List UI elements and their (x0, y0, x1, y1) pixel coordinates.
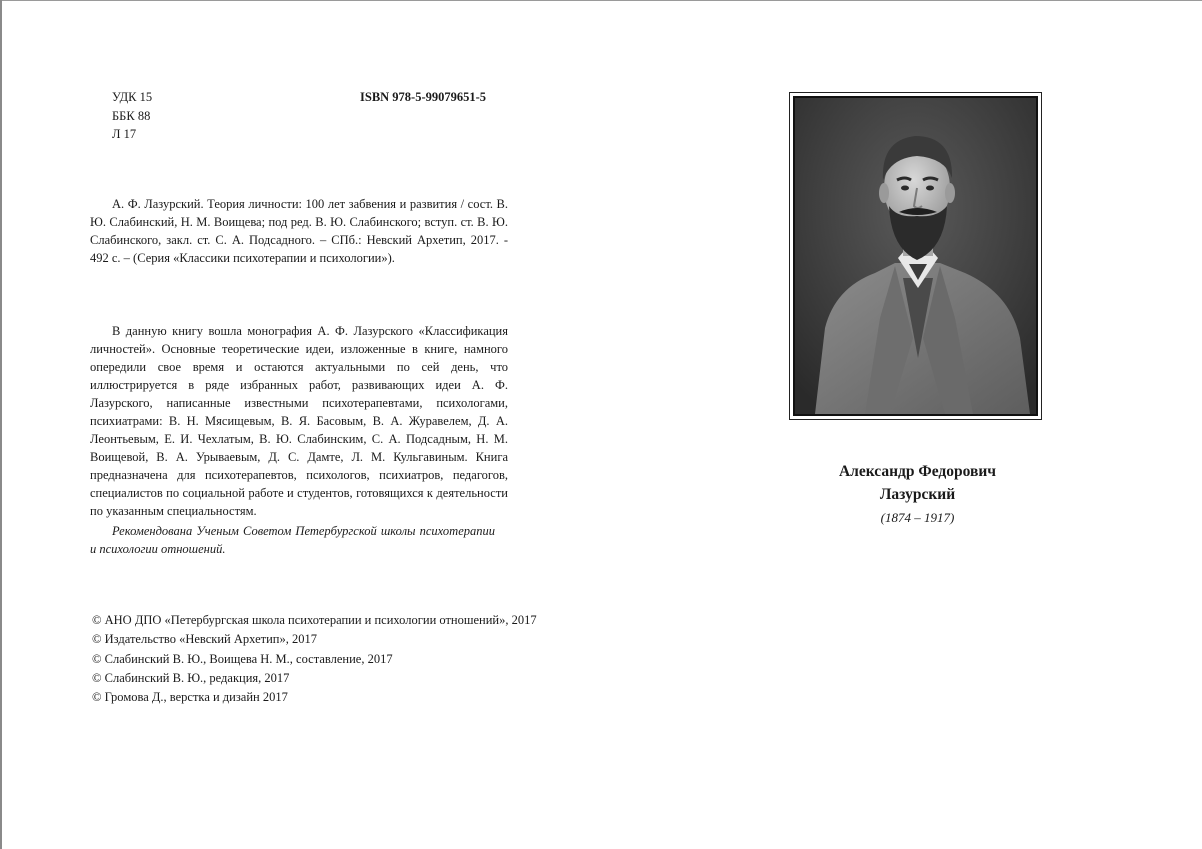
portrait-frame (789, 92, 1042, 420)
person-name-line2: Лазурский (879, 486, 956, 503)
page-top-border (0, 0, 1202, 1)
classification-codes (112, 88, 152, 144)
bbk-code: ББК 88 (112, 108, 151, 123)
person-name (790, 460, 1045, 506)
author-mark: Л 17 (112, 127, 137, 141)
copyright-line: © Слабинский В. Ю., Воищева Н. М., составление, 2017 (92, 651, 393, 666)
copyright-line: © Издательство «Невский Архетип», 2017 (92, 632, 317, 647)
udk-code: УДК 15 (112, 90, 153, 104)
portrait-illustration (795, 98, 1036, 414)
copyright-line: © Слабинский В. Ю., редакция, 2017 (92, 670, 290, 685)
portrait-photo (793, 96, 1038, 416)
copyright-line: © Громова Д., верстка и дизайн 2017 (92, 690, 288, 705)
bibliographic-record: А. Ф. Лазурский. Теория личности: 100 лет забвения и развития / сост. В. Ю. Слабинский, Н. М. Воищева; под ред. В. Ю. Слабинского; вступ. ст. В. Ю. Слабинского, закл. ст. С. А. Подсадного. – СПб.: Невский Архетип, 2017. - 492 с. – (Серия «Классики психотерапии и психологии»). (90, 197, 508, 265)
page-left-border (0, 0, 2, 849)
person-name-line1: Александр Федорович (838, 463, 996, 480)
copyright-line: © АНО ДПО «Петербургская школа психотерапии и психологии отношений», 2017 (92, 613, 537, 627)
annotation-text: В данную книгу вошла монография А. Ф. Лазурского «Классификация личностей». Основные теоретические идеи, изложенные в книге, намного опередили свое время и остаются актуальными по сей день, что иллюстрируется в ряде избранных работ, развивающих идеи А. Ф. Лазурского, написанные известными психотерапевтами, психологами, психиатрами: В. Н. Мясищевым, В. Я. Басовым, В. А. Журавелем, Д. А. Леонтьевым, Е. И. Чехлатым, В. Ю. Слабинским, С. А. Подсадным, Н. М. Воищевой, В. А. Урываевым, Д. С. Дамте, Л. М. Кульгавиным. Книга предназначена для психотерапевтов, психологов, психиатров, педагогов, специалистов по социальной работе и студентов, готовящихся к деятельности по указанным специальностям. (90, 324, 508, 518)
recommendation-text: Рекомендована Ученым Советом Петербургской школы психотерапии и психологии отношений. (90, 524, 495, 556)
life-years: (1874 – 1917) (880, 510, 955, 525)
copyright-list (92, 611, 537, 707)
isbn: ISBN 978-5-99079651-5 (360, 90, 487, 104)
